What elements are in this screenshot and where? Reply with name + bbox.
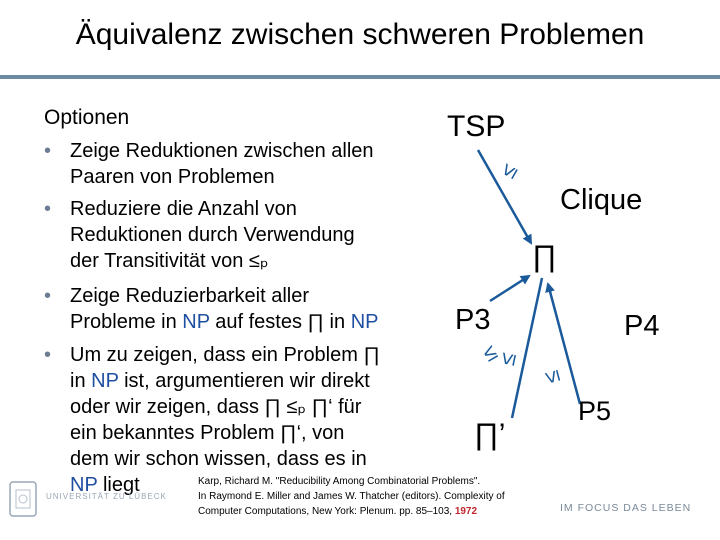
citation [198,474,505,519]
citation-line-2: In Raymond E. Miller and James W. Thatcher (editors). Complexity of [198,491,505,502]
bullet-marker: • [44,140,52,162]
bullet-1-line-1: Zeige Reduktionen zwischen allen [70,140,374,162]
bullet-4-line-4: ein bekanntes Problem ∏‘, von [70,422,345,444]
citation-year: 1972 [454,506,478,517]
university-name: UNIVERSITÄT ZU LÜBECK [46,492,167,501]
np-term: NP [91,370,119,392]
arrow-p3-to-pi [490,276,529,301]
leq-symbol-p5: ≤ [537,368,566,387]
node-clique: Clique [560,184,643,216]
bullet-3-line-1: Zeige Reduzierbarkeit aller [70,285,310,307]
leq-symbol-tsp: ≤ [494,159,523,183]
np-term: NP [350,311,379,333]
university-logo [6,476,166,522]
bullet-4-line-6: NP liegt [70,474,140,496]
bullet-4-line-3: oder wir zeigen, dass ∏ ≤ₚ ∏‘ für [70,396,362,418]
line-piprime-to-pi [512,278,542,418]
node-pi-prime: ∏’ [474,418,506,451]
bullet-4-line-1: Um zu zeigen, dass ein Problem ∏ [70,344,380,366]
university-seal-icon [6,478,40,520]
bullet-marker: • [44,344,52,366]
bullet-1-line-2: Paaren von Problemen [70,166,275,188]
bullet-marker: • [44,198,52,220]
np-term: NP [182,311,210,333]
leq-symbol-piprime: ≤ [494,350,522,368]
node-tsp: TSP [447,110,506,143]
node-p3: P3 [455,304,491,336]
bullet-4-line-5: dem wir schon wissen, dass es in [70,448,367,470]
node-p4: P4 [624,310,660,342]
bullet-marker: • [44,285,52,307]
bullet-2-line-1: Reduziere die Anzahl von [70,198,297,220]
citation-line-3: Computer Computations, New York: Plenum. pp. 85–103, 1972 [198,506,478,517]
footer-slogan: IM FOCUS DAS LEBEN [560,502,692,514]
bullet-4-line-2: in NP ist, argumentieren wir direkt [70,370,370,392]
arrow-p5-to-pi [548,284,580,404]
node-p5: P5 [578,396,612,426]
bullet-3-line-2: Probleme in NP auf festes ∏ in NP [70,311,379,333]
slide-title: Äquivalenz zwischen schweren Problemen [75,18,645,51]
options-heading: Optionen [44,106,130,129]
citation-line-1: Karp, Richard M. "Reducibility Among Combinatorial Problems". [198,476,481,487]
bullet-2-line-2: Reduktionen durch Verwendung [70,224,355,246]
leq-symbol-p3: ≤ [478,338,502,367]
node-pi: ∏ [532,240,557,273]
np-term: NP [70,474,98,496]
bullet-2-line-3: der Transitivität von ≤ₚ [70,250,269,272]
